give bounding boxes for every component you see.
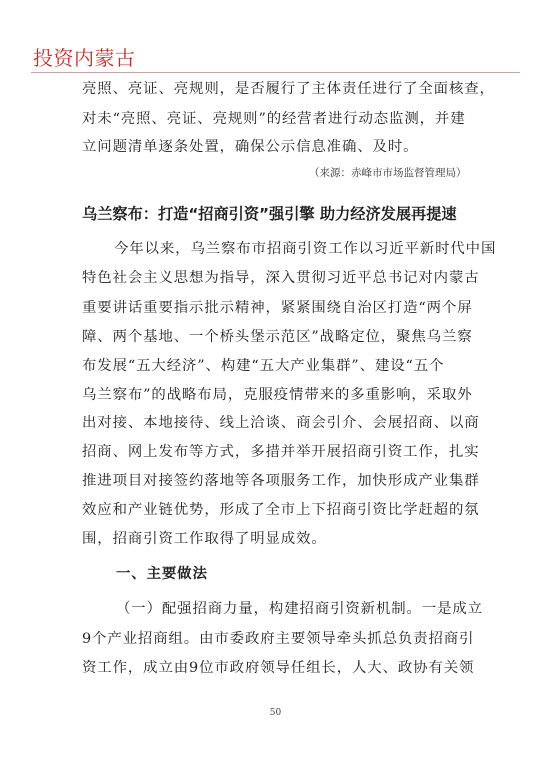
paragraph-line: 效应和产业链优势，形成了全市上下招商引资比学赶超的氛 xyxy=(82,502,480,518)
intro-line: 立问题清单逐条处置，确保公示信息准确、及时。 xyxy=(82,139,419,155)
section-heading: 一、主要做法 xyxy=(116,566,208,582)
article-title: 乌兰察布：打造“招商引资”强引擎 助力经济发展再提速 xyxy=(82,205,457,223)
header-divider xyxy=(31,72,520,73)
source-note: （来源：赤峰市市场监督管理局） xyxy=(309,167,467,179)
paragraph-line: 乌兰察布”的战略布局，克服疫情带来的多重影响，采取外 xyxy=(82,387,473,403)
paragraph-line: 今年以来，乌兰察布市招商引资工作以习近平新时代中国 xyxy=(114,241,497,257)
intro-line: 对未“亮照、亮证、亮规则”的经营者进行动态监测，并建 xyxy=(82,111,466,127)
paragraph-line: 招商、网上发布等方式，多措并举开展招商引资工作，扎实 xyxy=(82,444,480,460)
paragraph-line: 障、两个基地、一个桥头堡示范区”战略定位，聚焦乌兰察 xyxy=(82,329,473,345)
paragraph-line: 出对接、本地接待、线上洽谈、商会引介、会展招商、以商 xyxy=(82,415,480,431)
paragraph-line: 重要讲话重要指示批示精神，紧紧围绕自治区打造“两个屏 xyxy=(82,300,473,316)
paragraph-line: 特色社会主义思想为指导，深入贯彻习近平总书记对内蒙古 xyxy=(82,270,480,286)
paragraph-line: 布发展“五大经济”、构建“五大产业集群”、建设“五个 xyxy=(82,358,445,374)
publication-title: 投资内蒙古 xyxy=(33,46,136,70)
page-number: 50 xyxy=(269,708,282,718)
intro-line: 亮照、亮证、亮规则，是否履行了主体责任进行了全面核查， xyxy=(82,81,495,97)
section-line: 9个产业招商组。由市委政府主要领导牵头抓总负责招商引 xyxy=(82,631,475,647)
section-line: （一）配强招商力量，构建招商引资新机制。一是成立 xyxy=(116,601,483,617)
paragraph-line: 推进项目对接签约落地等各项服务工作，加快形成产业集群 xyxy=(82,473,480,489)
paragraph-line: 围，招商引资工作取得了明显成效。 xyxy=(82,531,327,547)
section-line: 资工作，成立由9位市政府领导任组长，人大、政协有关领 xyxy=(82,660,475,676)
